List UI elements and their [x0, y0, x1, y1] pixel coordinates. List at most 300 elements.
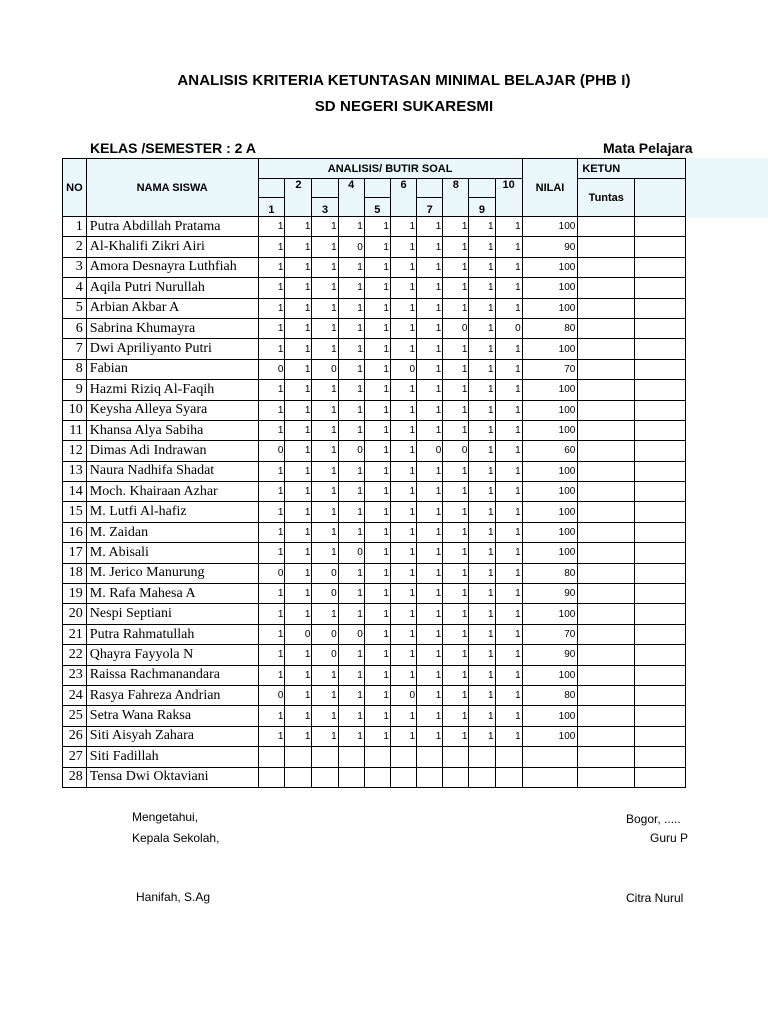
tuntas-cell [578, 645, 635, 665]
item-score: 1 [495, 645, 522, 665]
table-row [63, 400, 686, 420]
header-nama-siswa: NAMA SISWA [86, 159, 258, 217]
item-score: 1 [469, 665, 495, 685]
item-score: 1 [417, 339, 443, 359]
item-score: 1 [364, 706, 390, 726]
tidak-tuntas-cell [635, 359, 686, 379]
table-row [63, 726, 686, 746]
item-score: 1 [495, 726, 522, 746]
item-score: 0 [443, 441, 469, 461]
tuntas-cell [578, 318, 635, 338]
item-score: 1 [364, 563, 390, 583]
item-score: 1 [364, 482, 390, 502]
student-name: Amora Desnayra Luthfiah [86, 257, 258, 277]
item-score: 1 [285, 645, 312, 665]
student-name: Dimas Adi Indrawan [86, 441, 258, 461]
item-score: 1 [258, 584, 285, 604]
item-score: 1 [258, 380, 285, 400]
tuntas-cell [578, 461, 635, 481]
item-score: 1 [258, 217, 285, 237]
item-score: 1 [469, 543, 495, 563]
item-score: 0 [338, 441, 364, 461]
item-score: 1 [469, 584, 495, 604]
header-item-6: 6 [390, 179, 416, 198]
item-score: 1 [338, 318, 364, 338]
item-score: 1 [390, 563, 416, 583]
student-name: M. Rafa Mahesa A [86, 584, 258, 604]
item-score: 1 [312, 420, 338, 440]
student-name: Naura Nadhifa Shadat [86, 461, 258, 481]
row-number: 21 [63, 624, 87, 644]
tuntas-cell [578, 339, 635, 359]
student-name: Siti Aisyah Zahara [86, 726, 258, 746]
item-score: 1 [338, 706, 364, 726]
item-score: 1 [338, 685, 364, 705]
item-score: 1 [443, 645, 469, 665]
item-score: 1 [364, 461, 390, 481]
item-score: 1 [258, 706, 285, 726]
tidak-tuntas-cell [635, 584, 686, 604]
item-score: 1 [364, 685, 390, 705]
item-score: 1 [417, 584, 443, 604]
table-row [63, 298, 686, 318]
item-score: 1 [417, 604, 443, 624]
item-score: 1 [364, 584, 390, 604]
nilai-value: 100 [522, 726, 578, 746]
item-score: 1 [417, 257, 443, 277]
tidak-tuntas-cell [635, 747, 686, 767]
item-score: 1 [495, 522, 522, 542]
item-score: 1 [417, 380, 443, 400]
student-name: Siti Fadillah [86, 747, 258, 767]
footer-kepala-sekolah: Kepala Sekolah, [132, 831, 220, 845]
item-score: 1 [417, 685, 443, 705]
header-ketuntasan: KETUN [578, 159, 686, 179]
item-score: 1 [495, 339, 522, 359]
table-row [63, 237, 686, 257]
item-score: 1 [495, 604, 522, 624]
row-number: 2 [63, 237, 87, 257]
item-score: 1 [390, 380, 416, 400]
item-score: 1 [443, 543, 469, 563]
item-score: 1 [417, 217, 443, 237]
student-name: Arbian Akbar A [86, 298, 258, 318]
table-row [63, 217, 686, 237]
item-score: 1 [495, 665, 522, 685]
item-score: 1 [417, 298, 443, 318]
table-row [63, 318, 686, 338]
item-score: 1 [285, 726, 312, 746]
item-score: 1 [469, 604, 495, 624]
item-score: 1 [469, 706, 495, 726]
item-score: 1 [338, 563, 364, 583]
header-item-empty [417, 179, 443, 198]
item-score: 1 [495, 400, 522, 420]
header-item-empty [258, 179, 285, 198]
row-number: 6 [63, 318, 87, 338]
tuntas-cell [578, 482, 635, 502]
item-score: 0 [258, 685, 285, 705]
student-name: Keysha Alleya Syara [86, 400, 258, 420]
item-score: 1 [443, 339, 469, 359]
item-score: 1 [312, 400, 338, 420]
tuntas-cell [578, 522, 635, 542]
item-score: 1 [312, 685, 338, 705]
tidak-tuntas-cell [635, 665, 686, 685]
nilai-value: 80 [522, 685, 578, 705]
item-score: 1 [390, 298, 416, 318]
row-number: 4 [63, 278, 87, 298]
item-score: 0 [312, 359, 338, 379]
item-score: 1 [285, 278, 312, 298]
header-item-empty [312, 179, 338, 198]
item-score: 1 [258, 257, 285, 277]
item-score [417, 767, 443, 787]
tidak-tuntas-cell [635, 278, 686, 298]
item-score: 1 [285, 482, 312, 502]
tuntas-cell [578, 400, 635, 420]
nilai-value: 60 [522, 441, 578, 461]
row-number: 26 [63, 726, 87, 746]
tuntas-cell [578, 502, 635, 522]
item-score: 1 [443, 604, 469, 624]
item-score: 1 [443, 685, 469, 705]
item-score [312, 767, 338, 787]
class-semester-label: KELAS /SEMESTER : 2 A [90, 140, 256, 156]
item-score: 1 [312, 502, 338, 522]
item-score: 1 [469, 461, 495, 481]
item-score: 1 [417, 400, 443, 420]
item-score: 1 [312, 461, 338, 481]
item-score: 1 [312, 726, 338, 746]
item-score: 1 [364, 318, 390, 338]
table-row [63, 522, 686, 542]
item-score: 1 [338, 217, 364, 237]
item-score: 0 [495, 318, 522, 338]
item-score: 1 [312, 543, 338, 563]
item-score: 1 [417, 522, 443, 542]
item-score: 0 [417, 441, 443, 461]
item-score: 1 [338, 461, 364, 481]
grade-table [62, 158, 686, 788]
item-score: 1 [338, 522, 364, 542]
table-row [63, 502, 686, 522]
footer-place-date: Bogor, ..... [626, 812, 681, 826]
item-score [417, 747, 443, 767]
item-score: 1 [495, 461, 522, 481]
item-score: 1 [443, 380, 469, 400]
item-score: 1 [390, 482, 416, 502]
item-score: 1 [443, 522, 469, 542]
item-score: 1 [417, 645, 443, 665]
item-score: 1 [338, 380, 364, 400]
item-score: 1 [495, 543, 522, 563]
nilai-value [522, 747, 578, 767]
item-score: 1 [285, 665, 312, 685]
row-number: 5 [63, 298, 87, 318]
school-name: SD NEGERI SUKARESMI [314, 98, 494, 115]
item-score: 1 [417, 237, 443, 257]
item-score: 1 [443, 726, 469, 746]
item-score [469, 747, 495, 767]
item-score: 1 [469, 278, 495, 298]
item-score: 1 [258, 420, 285, 440]
header-item-4: 4 [338, 179, 364, 198]
item-score: 1 [285, 400, 312, 420]
item-score: 1 [312, 380, 338, 400]
item-score: 1 [312, 257, 338, 277]
nilai-value [522, 767, 578, 787]
tidak-tuntas-cell [635, 685, 686, 705]
table-row [63, 441, 686, 461]
header-item-3: 3 [312, 198, 338, 217]
table-row [63, 257, 686, 277]
item-score: 0 [258, 359, 285, 379]
item-score: 0 [338, 237, 364, 257]
header-item-empty [469, 179, 495, 198]
item-score: 0 [312, 584, 338, 604]
item-score: 1 [338, 420, 364, 440]
item-score: 1 [285, 318, 312, 338]
item-score: 1 [338, 482, 364, 502]
item-score: 0 [285, 624, 312, 644]
row-number: 14 [63, 482, 87, 502]
item-score: 0 [312, 645, 338, 665]
item-score: 1 [469, 359, 495, 379]
item-score: 1 [258, 318, 285, 338]
item-score: 1 [443, 359, 469, 379]
table-row [63, 482, 686, 502]
item-score: 1 [258, 482, 285, 502]
tuntas-cell [578, 420, 635, 440]
item-score: 1 [285, 298, 312, 318]
item-score: 1 [312, 237, 338, 257]
item-score: 1 [417, 624, 443, 644]
item-score: 1 [258, 624, 285, 644]
nilai-value: 100 [522, 400, 578, 420]
footer-guru-name: Citra Nurul [626, 891, 684, 905]
table-row [63, 461, 686, 481]
row-number: 20 [63, 604, 87, 624]
item-score: 1 [495, 563, 522, 583]
tuntas-cell [578, 706, 635, 726]
item-score: 1 [417, 706, 443, 726]
item-score: 1 [364, 257, 390, 277]
item-score: 1 [285, 359, 312, 379]
item-score: 1 [312, 441, 338, 461]
item-score: 1 [443, 624, 469, 644]
item-score: 1 [364, 726, 390, 746]
nilai-value: 90 [522, 237, 578, 257]
nilai-value: 70 [522, 359, 578, 379]
item-score: 1 [417, 502, 443, 522]
tidak-tuntas-cell [635, 767, 686, 787]
item-score: 1 [364, 665, 390, 685]
header-item-empty [495, 198, 522, 217]
subject-label: Mata Pelajara [603, 140, 693, 156]
item-score: 1 [390, 624, 416, 644]
item-score: 1 [443, 298, 469, 318]
item-score: 1 [312, 665, 338, 685]
item-score: 1 [390, 461, 416, 481]
item-score: 1 [258, 502, 285, 522]
student-name: Raissa Rachmanandara [86, 665, 258, 685]
item-score: 1 [469, 441, 495, 461]
item-score: 1 [469, 237, 495, 257]
tidak-tuntas-cell [635, 563, 686, 583]
table-row [63, 665, 686, 685]
item-score: 1 [338, 645, 364, 665]
item-score: 1 [443, 257, 469, 277]
nilai-value: 100 [522, 543, 578, 563]
nilai-value: 100 [522, 665, 578, 685]
nilai-value: 100 [522, 461, 578, 481]
item-score: 1 [312, 482, 338, 502]
nilai-value: 100 [522, 482, 578, 502]
item-score: 1 [495, 502, 522, 522]
student-name: Dwi Apriliyanto Putri [86, 339, 258, 359]
item-score: 1 [495, 420, 522, 440]
item-score: 1 [495, 624, 522, 644]
row-number: 18 [63, 563, 87, 583]
item-score: 1 [312, 318, 338, 338]
item-score: 1 [338, 604, 364, 624]
tidak-tuntas-cell [635, 726, 686, 746]
item-score: 1 [469, 257, 495, 277]
student-name: M. Abisali [86, 543, 258, 563]
table-row [63, 767, 686, 787]
tuntas-cell [578, 380, 635, 400]
item-score: 1 [364, 237, 390, 257]
item-score: 1 [443, 420, 469, 440]
header-item-10: 10 [495, 179, 522, 198]
item-score: 0 [258, 441, 285, 461]
item-score [258, 747, 285, 767]
item-score: 1 [312, 604, 338, 624]
item-score: 1 [258, 339, 285, 359]
tidak-tuntas-cell [635, 339, 686, 359]
item-score: 1 [390, 665, 416, 685]
row-number: 16 [63, 522, 87, 542]
item-score: 1 [364, 624, 390, 644]
item-score: 1 [258, 645, 285, 665]
item-score: 1 [390, 522, 416, 542]
item-score: 1 [390, 400, 416, 420]
item-score [469, 767, 495, 787]
item-score: 1 [285, 563, 312, 583]
row-number: 10 [63, 400, 87, 420]
item-score: 1 [285, 257, 312, 277]
tuntas-cell [578, 278, 635, 298]
tuntas-cell [578, 685, 635, 705]
tidak-tuntas-cell [635, 502, 686, 522]
row-number: 25 [63, 706, 87, 726]
item-score: 1 [469, 318, 495, 338]
student-name: Moch. Khairaan Azhar [86, 482, 258, 502]
tidak-tuntas-cell [635, 645, 686, 665]
header-item-empty [443, 198, 469, 217]
item-score: 1 [258, 461, 285, 481]
item-score: 1 [417, 482, 443, 502]
row-number: 3 [63, 257, 87, 277]
item-score: 1 [364, 441, 390, 461]
header-item-empty [285, 198, 312, 217]
item-score: 0 [312, 624, 338, 644]
tidak-tuntas-cell [635, 543, 686, 563]
tuntas-cell [578, 563, 635, 583]
item-score [312, 747, 338, 767]
student-name: M. Zaidan [86, 522, 258, 542]
item-score: 1 [338, 665, 364, 685]
item-score: 1 [443, 563, 469, 583]
header-item-empty [338, 198, 364, 217]
item-score: 1 [285, 584, 312, 604]
item-score: 0 [312, 563, 338, 583]
item-score: 1 [364, 543, 390, 563]
nilai-value: 70 [522, 624, 578, 644]
tuntas-cell [578, 441, 635, 461]
nilai-value: 100 [522, 298, 578, 318]
item-score: 1 [258, 665, 285, 685]
item-score: 1 [443, 482, 469, 502]
header-item-2: 2 [285, 179, 312, 198]
item-score: 1 [258, 237, 285, 257]
item-score: 1 [338, 257, 364, 277]
nilai-value: 100 [522, 706, 578, 726]
item-score: 1 [495, 441, 522, 461]
item-score [443, 747, 469, 767]
item-score: 1 [443, 461, 469, 481]
tidak-tuntas-cell [635, 217, 686, 237]
item-score: 1 [443, 665, 469, 685]
item-score: 1 [469, 217, 495, 237]
item-score: 1 [417, 665, 443, 685]
header-item-empty [364, 179, 390, 198]
tuntas-cell [578, 257, 635, 277]
header-nilai: NILAI [522, 159, 578, 217]
item-score: 1 [364, 604, 390, 624]
tidak-tuntas-cell [635, 298, 686, 318]
item-score: 1 [417, 543, 443, 563]
item-score: 1 [258, 604, 285, 624]
header-item-empty [390, 198, 416, 217]
item-score: 1 [495, 584, 522, 604]
item-score: 1 [495, 257, 522, 277]
nilai-value: 100 [522, 604, 578, 624]
tuntas-cell [578, 237, 635, 257]
item-score: 1 [443, 237, 469, 257]
item-score: 0 [258, 563, 285, 583]
tidak-tuntas-cell [635, 624, 686, 644]
item-score: 1 [390, 278, 416, 298]
table-row [63, 706, 686, 726]
item-score: 1 [364, 339, 390, 359]
item-score: 1 [417, 420, 443, 440]
item-score [338, 767, 364, 787]
tidak-tuntas-cell [635, 522, 686, 542]
item-score [364, 767, 390, 787]
item-score: 1 [364, 400, 390, 420]
nilai-value: 100 [522, 420, 578, 440]
row-number: 1 [63, 217, 87, 237]
student-name: Hazmi Riziq Al-Faqih [86, 380, 258, 400]
item-score: 1 [312, 217, 338, 237]
item-score: 1 [443, 502, 469, 522]
item-score: 1 [443, 584, 469, 604]
table-row [63, 685, 686, 705]
item-score: 1 [364, 278, 390, 298]
item-score: 1 [258, 726, 285, 746]
